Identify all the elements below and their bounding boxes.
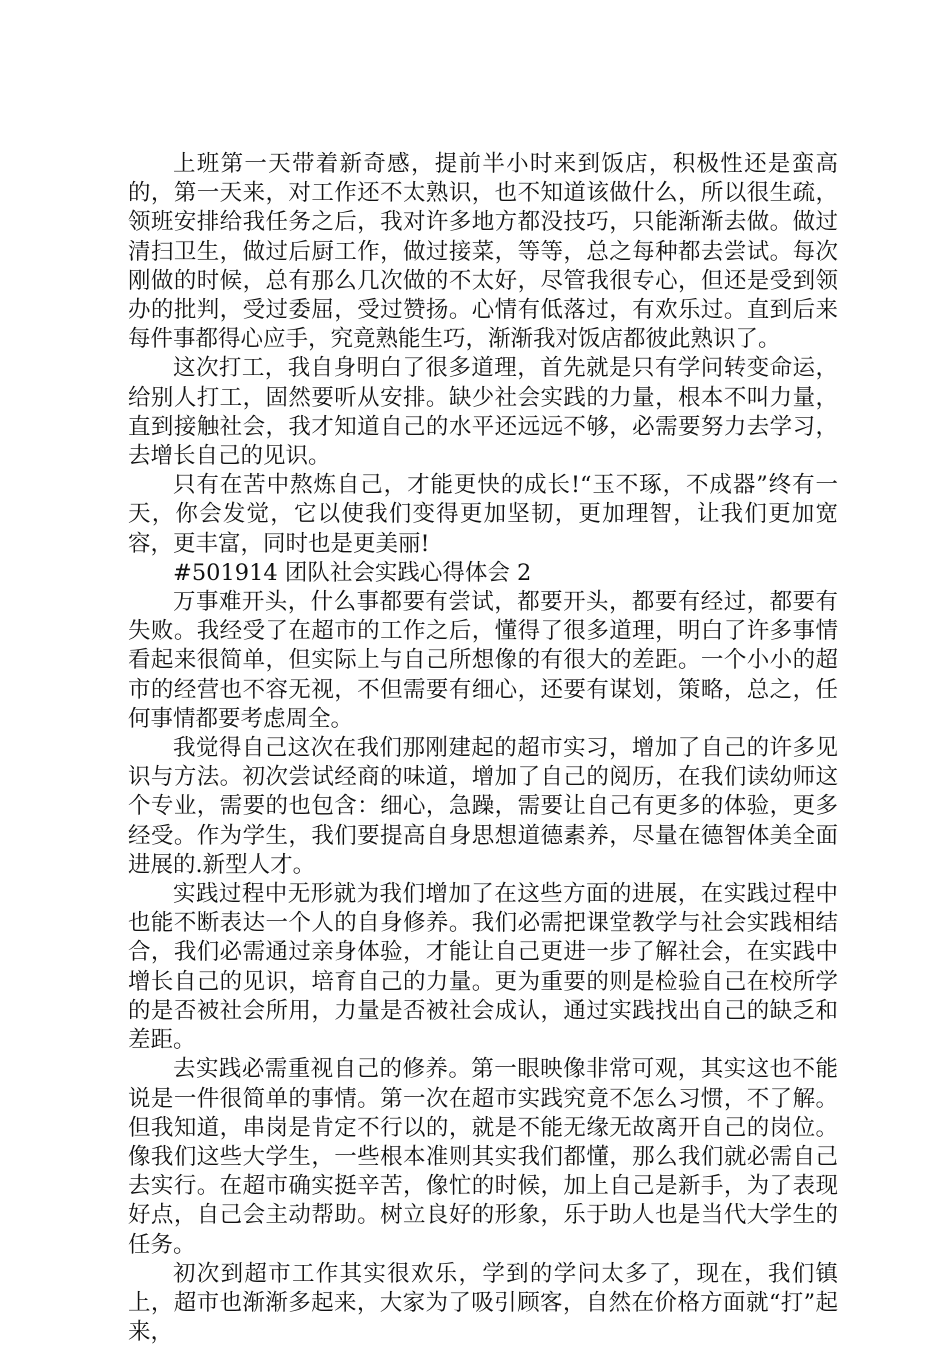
paragraph-lessons: 这次打工，我自身明白了很多道理，首先就是只有学问转变命运，给别人打工，固然要听从安排。缺少社会实践的力量，根本不叫力量，直到接触社会，我才知道自己的水平还远远不够，必需要努力去学习，去增长自己的见识。 [128, 355, 838, 470]
paragraph-self-cultivation: 去实践必需重视自己的修养。第一眼映像非常可观，其实这也不能说是一件很简单的事情。第一次在超市实践究竟不怎么习惯，不了解。但我知道，串岗是肯定不行以的，就是不能无缘无故离开自己的岗位。像我们这些大学生，一些根本准则其实我们都懂，那么我们就必需自己去实行。在超市确实挺辛苦，像忙的时候，加上自己是新手，为了表现好点，自己会主动帮助。树立良好的形象，乐于助人也是当代大学生的任务。 [128, 1056, 838, 1258]
document-body [128, 150, 838, 1347]
paragraph-supermarket-start: 万事难开头，什么事都要有尝试，都要开头，都要有经过，都要有失败。我经受了在超市的工作之后，懂得了很多道理，明白了许多事情看起来很简单，但实际上与自己所想像的有很大的差距。一个小小的超市的经营也不容无视，不但需要有细心，还要有谋划，策略，总之，任何事情都要考虑周全。 [128, 589, 838, 732]
paragraph-hardship: 只有在苦中熬炼自己，才能更快的成长!“玉不琢，不成器”终有一天，你会发觉，它以使我们变得更加坚韧，更加理智，让我们更加宽容，更丰富，同时也是更美丽! [128, 472, 838, 557]
paragraph-practice-process: 实践过程中无形就为我们增加了在这些方面的进展，在实践过程中也能不断表达一个人的自身修养。我们必需把课堂教学与社会实践相结合，我们必需通过亲身体验，才能让自己更进一步了解社会，在实践中增长自己的见识，培育自己的力量。更为重要的则是检验自己在校所学的是否被社会所用，力量是否被社会成认，通过实践找出自己的缺乏和差距。 [128, 881, 838, 1054]
paragraph-supermarket-work: 初次到超市工作其实很欢乐，学到的学问太多了，现在，我们镇上，超市也渐渐多起来，大家为了吸引顾客，自然在价格方面就“打”起来， [128, 1260, 838, 1346]
section-heading: #501914 团队社会实践心得体会 2 [173, 559, 532, 586]
paragraph-first-day: 上班第一天带着新奇感，提前半小时来到饭店，积极性还是蛮高的，第一天来，对工作还不太熟识，也不知道该做什么，所以很生疏，领班安排给我任务之后，我对许多地方都没技巧，只能渐渐去做。做过清扫卫生，做过后厨工作，做过接菜，等等，总之每种都去尝试。每次刚做的时候，总有那么几次做的不太好，尽管我很专心，但还是受到领办的批判，受过委屈，受过赞扬。心情有低落过，有欢乐过。直到后来每件事都得心应手，究竟熟能生巧，渐渐我对饭店都彼此熟识了。 [128, 151, 838, 353]
paragraph-internship: 我觉得自己这次在我们那刚建起的超市实习，增加了自己的许多见识与方法。初次尝试经商的味道，增加了自己的阅历，在我们读幼师这个专业，需要的也包含：细心，急躁，需要让自己有更多的体验，更多经受。作为学生，我们要提高自身思想道德素养，尽量在德智体美全面进展的.新型人才。 [128, 735, 838, 878]
